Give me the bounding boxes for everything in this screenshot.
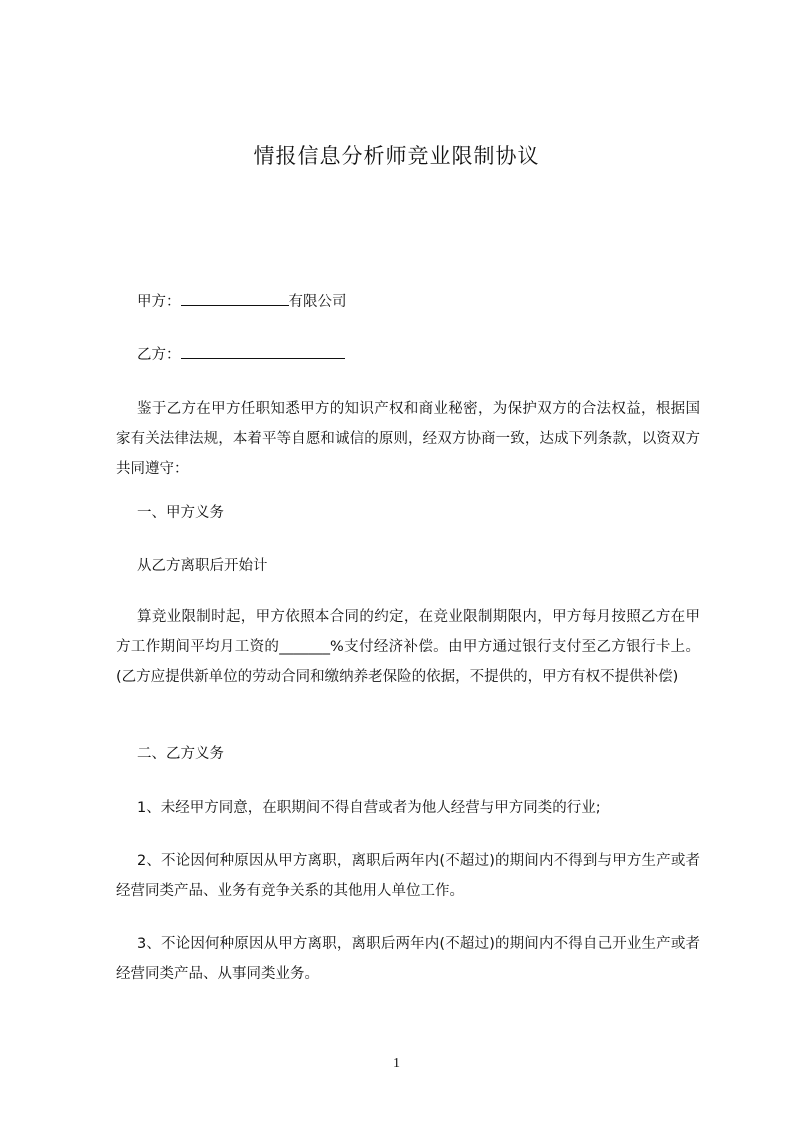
section1-paragraph bbox=[116, 602, 700, 692]
section1-percent-blank: _______ bbox=[279, 639, 331, 655]
party-a-line bbox=[137, 291, 347, 312]
page-number: 1 bbox=[393, 1056, 400, 1071]
document-title: 情报信息分析师竞业限制协议 bbox=[253, 144, 540, 168]
section2-item3-paragraph bbox=[116, 929, 700, 989]
section1-text bbox=[116, 602, 700, 692]
section2-heading: 二、乙方义务 bbox=[137, 746, 224, 762]
party-a-blank bbox=[181, 291, 289, 306]
party-b-label: 乙方： bbox=[137, 347, 181, 363]
party-b-line bbox=[137, 344, 345, 365]
section2-item1: 1、未经甲方同意，在职期间不得自营或者为他人经营与甲方同类的行业; bbox=[137, 800, 601, 816]
party-a-suffix: 有限公司 bbox=[288, 294, 347, 310]
party-b-blank bbox=[181, 344, 345, 359]
section2-item2: 2、不论因何种原因从甲方离职，离职后两年内(不超过)的期间内不得到与甲方生产或者经营同类产品、业务有竞争关系的其他用人单位工作。 bbox=[116, 853, 700, 899]
section1-text-before: 算竞业限制时起，甲方依照本合同的约定，在竞业限制期限内，甲方每月按照乙方在甲方工作期间平均月工资的 bbox=[116, 609, 700, 655]
section1-line1: 从乙方离职后开始计 bbox=[137, 558, 268, 574]
section2-item2-paragraph bbox=[116, 846, 700, 906]
preamble-text: 鉴于乙方在甲方任职知悉甲方的知识产权和商业秘密，为保护双方的合法权益，根据国家有关法律法规，本着平等自愿和诚信的原则，经双方协商一致，达成下列条款，以资双方共同遵守： bbox=[116, 401, 700, 477]
section1-heading: 一、甲方义务 bbox=[137, 505, 224, 521]
section2-item3: 3、不论因何种原因从甲方离职，离职后两年内(不超过)的期间内不得自己开业生产或者经营同类产品、从事同类业务。 bbox=[116, 936, 700, 982]
party-a-label: 甲方： bbox=[137, 294, 181, 310]
section1-text-after: %支付经济补偿。由甲方通过银行支付至乙方银行卡上。(乙方应提供新单位的劳动合同和缴纳养老保险的依据，不提供的，甲方有权不提供补偿) bbox=[116, 639, 700, 685]
preamble-paragraph bbox=[116, 394, 700, 484]
